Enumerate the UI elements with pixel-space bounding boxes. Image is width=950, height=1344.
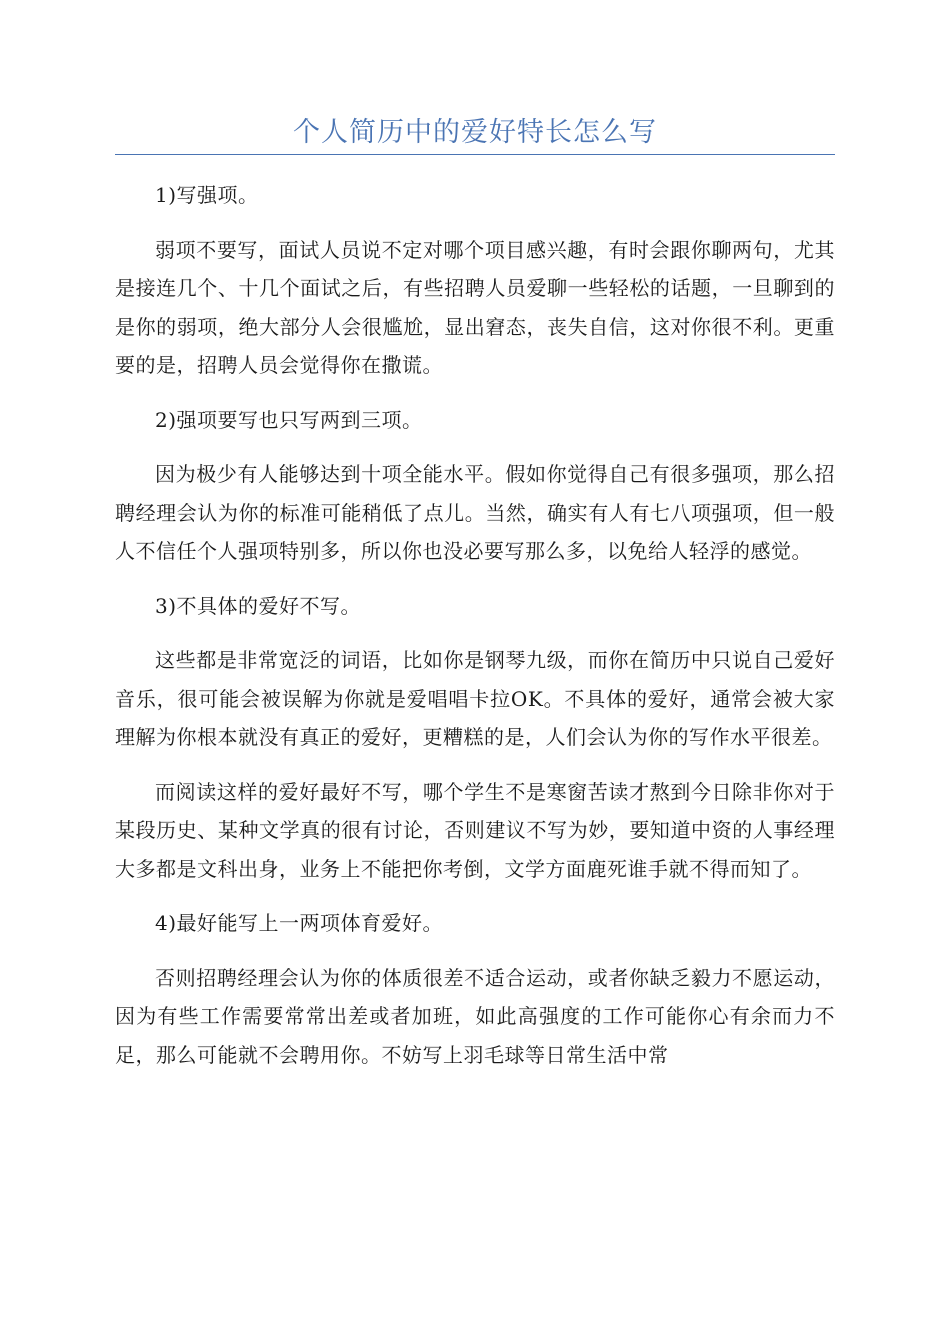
block-gap	[115, 888, 835, 904]
section-heading-2: 2)强项要写也只写两到三项。	[155, 407, 423, 432]
block-gap	[115, 215, 835, 231]
block-gap	[115, 385, 835, 401]
block-gap	[115, 757, 835, 773]
block-gap	[115, 571, 835, 587]
paragraph-2: 因为极少有人能够达到十项全能水平。假如你觉得自己有很多强项，那么招聘经理会认为你的标准可能稍低了点儿。当然，确实有人有七八项强项，但一般人不信任个人强项特别多，所以你也没必要写那么多，以免给人轻浮的感觉。	[115, 462, 835, 563]
block-gap	[115, 439, 835, 455]
title-underline	[115, 154, 835, 155]
paragraph-1: 弱项不要写，面试人员说不定对哪个项目感兴趣，有时会跟你聊两句，尤其是接连几个、十几个面试之后，有些招聘人员爱聊一些轻松的话题，一旦聊到的是你的弱项，绝大部分人会很尴尬，显出窘态，丧失自信，这对你很不利。更重要的是，招聘人员会觉得你在撒谎。	[115, 237, 835, 377]
block-gap	[115, 625, 835, 641]
block-gap	[115, 943, 835, 959]
paragraph-5: 否则招聘经理会认为你的体质很差不适合运动，或者你缺乏毅力不愿运动，因为有些工作需要常常出差或者加班，如此高强度的工作可能你心有余而力不足，那么可能就不会聘用你。不妨写上羽毛球等日常生活中常	[115, 965, 835, 1067]
section-heading-4: 4)最好能写上一两项体育爱好。	[155, 911, 444, 935]
document-title: 个人简历中的爱好特长怎么写	[293, 117, 657, 148]
section-heading-3: 3)不具体的爱好不写。	[155, 593, 362, 618]
paragraph-4: 而阅读这样的爱好最好不写，哪个学生不是寒窗苦读才熬到今日除非你对于某段历史、某种文学真的很有讨论，否则建议不写为妙，要知道中资的人事经理大多都是文科出身，业务上不能把你考倒，文学方面鹿死谁手就不得而知了。	[115, 779, 835, 881]
document-body	[115, 176, 835, 1074]
paragraph-3: 这些都是非常宽泛的词语，比如你是钢琴九级，而你在简历中只说自己爱好音乐，很可能会被误解为你就是爱唱唱卡拉OK。不具体的爱好，通常会被大家理解为你根本就没有真正的爱好，更糟糕的是，人们会认为你的写作水平很差。	[115, 648, 835, 749]
section-heading-1: 1)写强项。	[155, 183, 259, 207]
